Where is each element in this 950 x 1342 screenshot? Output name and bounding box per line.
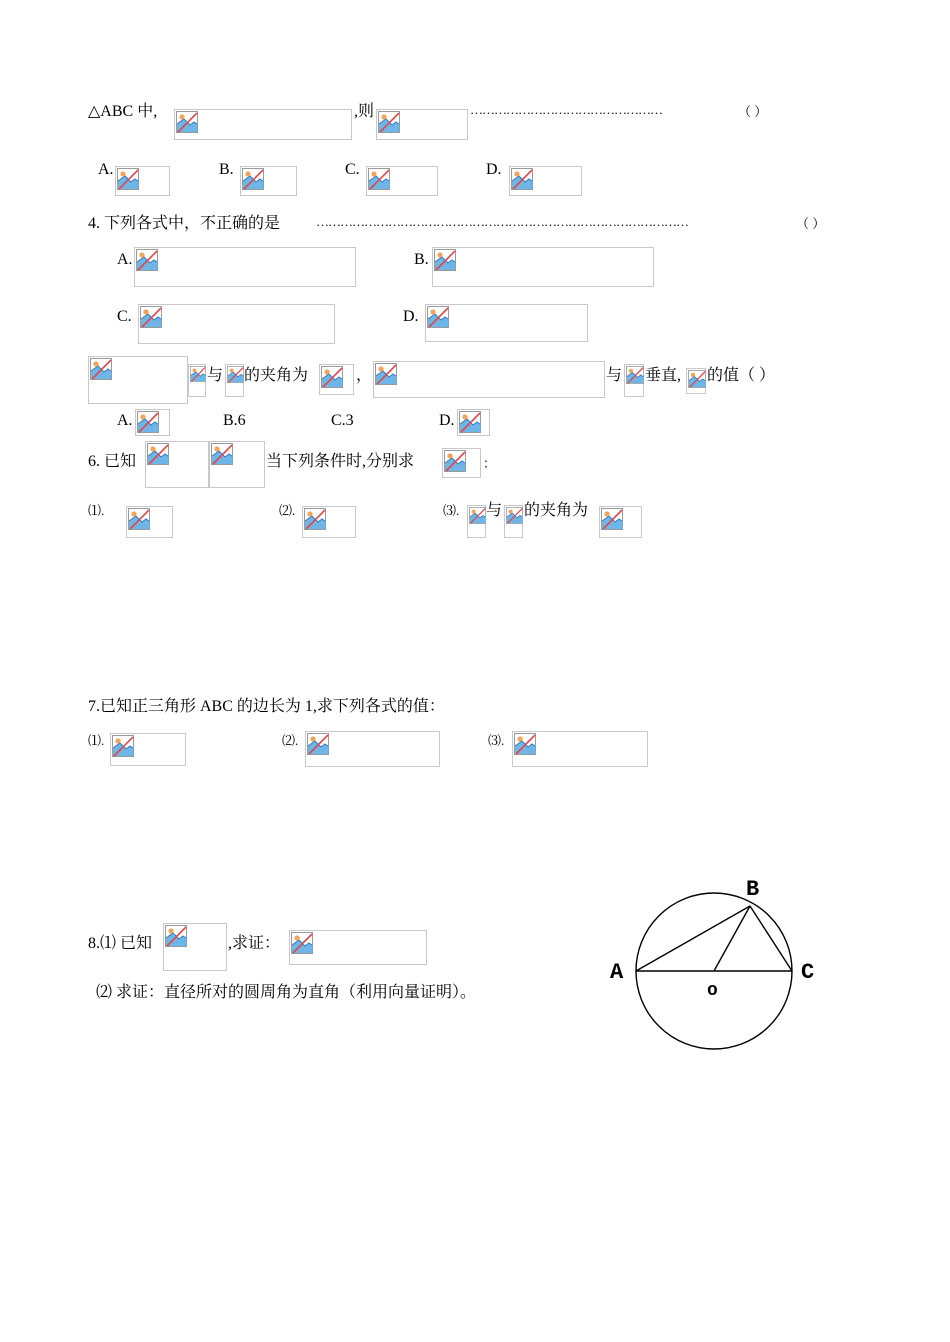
formula-image — [138, 304, 335, 344]
q5-text-angle: 的夹角为 — [244, 367, 309, 384]
label-a: A — [610, 960, 624, 985]
broken-image-icon — [601, 508, 623, 530]
broken-image-icon — [511, 168, 533, 190]
broken-image-icon — [626, 366, 644, 384]
broken-image-icon — [117, 168, 139, 190]
q5-option-b: B.6 — [223, 412, 246, 429]
q7-part-2: ⑵. — [282, 733, 299, 748]
q5-text-value: 的值（ ） — [707, 367, 776, 384]
broken-image-icon — [137, 411, 159, 433]
q5-text-comma: ， — [356, 367, 373, 384]
q6-stem: 6. 已知 — [88, 453, 137, 470]
formula-image — [135, 409, 170, 436]
q3-option-a: A. — [98, 161, 114, 178]
q3-option-b: B. — [219, 161, 234, 178]
q3-then: ,则 — [354, 103, 375, 120]
formula-image — [442, 448, 481, 478]
formula-image — [599, 506, 642, 538]
label-o: o — [707, 981, 718, 1001]
q4-option-d: D. — [403, 308, 419, 325]
formula-image — [425, 304, 588, 342]
broken-image-icon — [459, 411, 481, 433]
q7-stem: 7.已知正三角形 ABC 的边长为 1,求下列各式的值： — [88, 698, 445, 715]
formula-image — [240, 166, 297, 196]
formula-image — [376, 109, 468, 140]
broken-image-icon — [304, 508, 326, 530]
broken-image-icon — [427, 306, 449, 328]
q5-text-perpendicular: 垂直, — [645, 367, 682, 384]
broken-image-icon — [112, 735, 134, 757]
broken-image-icon — [140, 306, 162, 328]
q5-text-and: 与 — [207, 367, 224, 384]
chord-ab — [636, 906, 750, 971]
broken-image-icon — [469, 507, 486, 524]
q6-part-3-angle: 的夹角为 — [524, 502, 589, 519]
q7-part-1: ⑴. — [88, 733, 105, 748]
broken-image-icon — [165, 925, 187, 947]
broken-image-icon — [434, 249, 456, 271]
broken-image-icon — [321, 366, 343, 388]
q4-option-a: A. — [117, 251, 133, 268]
formula-image — [457, 409, 490, 436]
formula-image — [174, 109, 352, 140]
formula-image — [305, 731, 440, 767]
broken-image-icon — [227, 366, 244, 383]
formula-image — [624, 364, 644, 397]
formula-image — [163, 923, 227, 971]
broken-image-icon — [147, 443, 169, 465]
q5-option-d: D. — [439, 412, 455, 429]
q6-condition: 当下列条件时,分别求 — [266, 453, 415, 470]
formula-image — [509, 166, 582, 196]
circle-figure — [600, 870, 840, 1070]
formula-image — [373, 361, 605, 398]
formula-image — [686, 368, 706, 394]
chord-bc — [750, 906, 792, 971]
formula-image — [145, 441, 209, 488]
q6-part-1: ⑴. — [88, 503, 105, 518]
broken-image-icon — [378, 111, 400, 133]
broken-image-icon — [375, 363, 397, 385]
q3-answer-paren: （ ） — [738, 104, 768, 119]
label-b: B — [746, 877, 760, 902]
formula-image — [134, 247, 356, 287]
broken-image-icon — [368, 168, 390, 190]
broken-image-icon — [688, 370, 706, 388]
broken-image-icon — [444, 450, 466, 472]
formula-image — [467, 505, 486, 538]
broken-image-icon — [514, 733, 536, 755]
q3-lead: △ABC 中, — [88, 103, 158, 120]
q3-option-d: D. — [486, 161, 502, 178]
broken-image-icon — [176, 111, 198, 133]
formula-image — [88, 356, 188, 404]
formula-image — [115, 166, 170, 196]
q8-prove: ,求证： — [228, 935, 281, 952]
q5-option-a: A. — [117, 412, 133, 429]
formula-image — [110, 733, 186, 766]
q8-part-2: ⑵ 求证：直径所对的圆周角为直角（利用向量证明）。 — [96, 984, 477, 1001]
broken-image-icon — [211, 443, 233, 465]
q6-colon: ： — [483, 456, 497, 471]
q4-option-b: B. — [414, 251, 429, 268]
formula-image — [319, 364, 354, 395]
broken-image-icon — [291, 932, 313, 954]
q8-stem: 8.⑴ 已知 — [88, 935, 153, 952]
q7-part-3: ⑶. — [488, 733, 505, 748]
formula-image — [512, 731, 648, 767]
formula-image — [225, 364, 244, 397]
broken-image-icon — [506, 507, 523, 524]
q3-option-c: C. — [345, 161, 360, 178]
formula-image — [289, 930, 427, 965]
formula-image — [432, 247, 654, 287]
q5-option-c: C.3 — [331, 412, 354, 429]
q4-option-c: C. — [117, 308, 132, 325]
broken-image-icon — [90, 358, 112, 380]
q3-dots: ………………………………………… — [470, 102, 662, 117]
broken-image-icon — [136, 249, 158, 271]
formula-image — [188, 364, 206, 397]
q4-dots: ………………………………………………………………………………… — [316, 214, 688, 229]
q5-text-and-2: 与 — [606, 367, 623, 384]
q6-part-3: ⑶. — [443, 503, 460, 518]
formula-image — [366, 166, 438, 196]
formula-image — [126, 506, 173, 538]
label-c: C — [801, 960, 815, 985]
formula-image — [302, 506, 356, 538]
q6-part-2: ⑵. — [279, 503, 296, 518]
q4-answer-paren: （ ） — [796, 216, 826, 231]
formula-image — [504, 505, 523, 538]
broken-image-icon — [307, 733, 329, 755]
formula-image — [209, 441, 265, 488]
broken-image-icon — [242, 168, 264, 190]
broken-image-icon — [190, 366, 206, 382]
q4-stem: 4. 下列各式中，不正确的是 — [88, 215, 281, 232]
q6-part-3-and: 与 — [486, 502, 503, 519]
broken-image-icon — [128, 508, 150, 530]
